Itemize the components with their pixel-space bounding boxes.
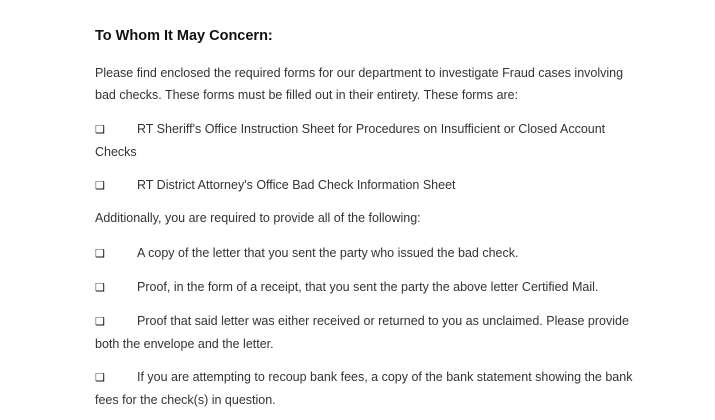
form-item-text: RT District Attorney's Office Bad Check Information Sheet — [137, 178, 456, 192]
requirement-item-proof-received — [95, 310, 635, 355]
additional-intro-paragraph: Additionally, you are required to provide all of the following: — [95, 211, 421, 225]
form-item-da-bad-check-sheet — [95, 174, 635, 197]
form-item-text: RT Sheriff's Office Instruction Sheet for Procedures on Insufficient or Closed Account Checks — [95, 122, 606, 159]
letter-salutation: To Whom It May Concern: — [95, 28, 273, 44]
intro-paragraph: Please find enclosed the required forms for our department to investigate Fraud cases involving bad checks. These forms must be filled out in their entirety. These forms are: — [95, 66, 624, 102]
checkbox-icon: ❑ — [95, 180, 105, 192]
requirement-item-text: Proof that said letter was either received or returned to you as unclaimed. Please provide both the envelope and the letter. — [95, 314, 629, 351]
checkbox-icon: ❑ — [95, 316, 105, 328]
requirement-item-text: Proof, in the form of a receipt, that you sent the party the above letter Certified Mail. — [137, 280, 599, 294]
requirement-item-bank-statement — [95, 366, 635, 411]
checkbox-icon: ❑ — [95, 124, 105, 136]
form-item-sheriff-instructions — [95, 118, 635, 163]
requirement-item-certified-receipt — [95, 276, 635, 299]
requirement-item-text: If you are attempting to recoup bank fees, a copy of the bank statement showing the bank fees for the check(s) in question. — [95, 370, 633, 407]
requirement-item-text: A copy of the letter that you sent the party who issued the bad check. — [137, 246, 519, 260]
checkbox-icon: ❑ — [95, 282, 105, 294]
checkbox-icon: ❑ — [95, 248, 105, 260]
checkbox-icon: ❑ — [95, 372, 105, 384]
requirement-item-letter-copy — [95, 242, 635, 265]
